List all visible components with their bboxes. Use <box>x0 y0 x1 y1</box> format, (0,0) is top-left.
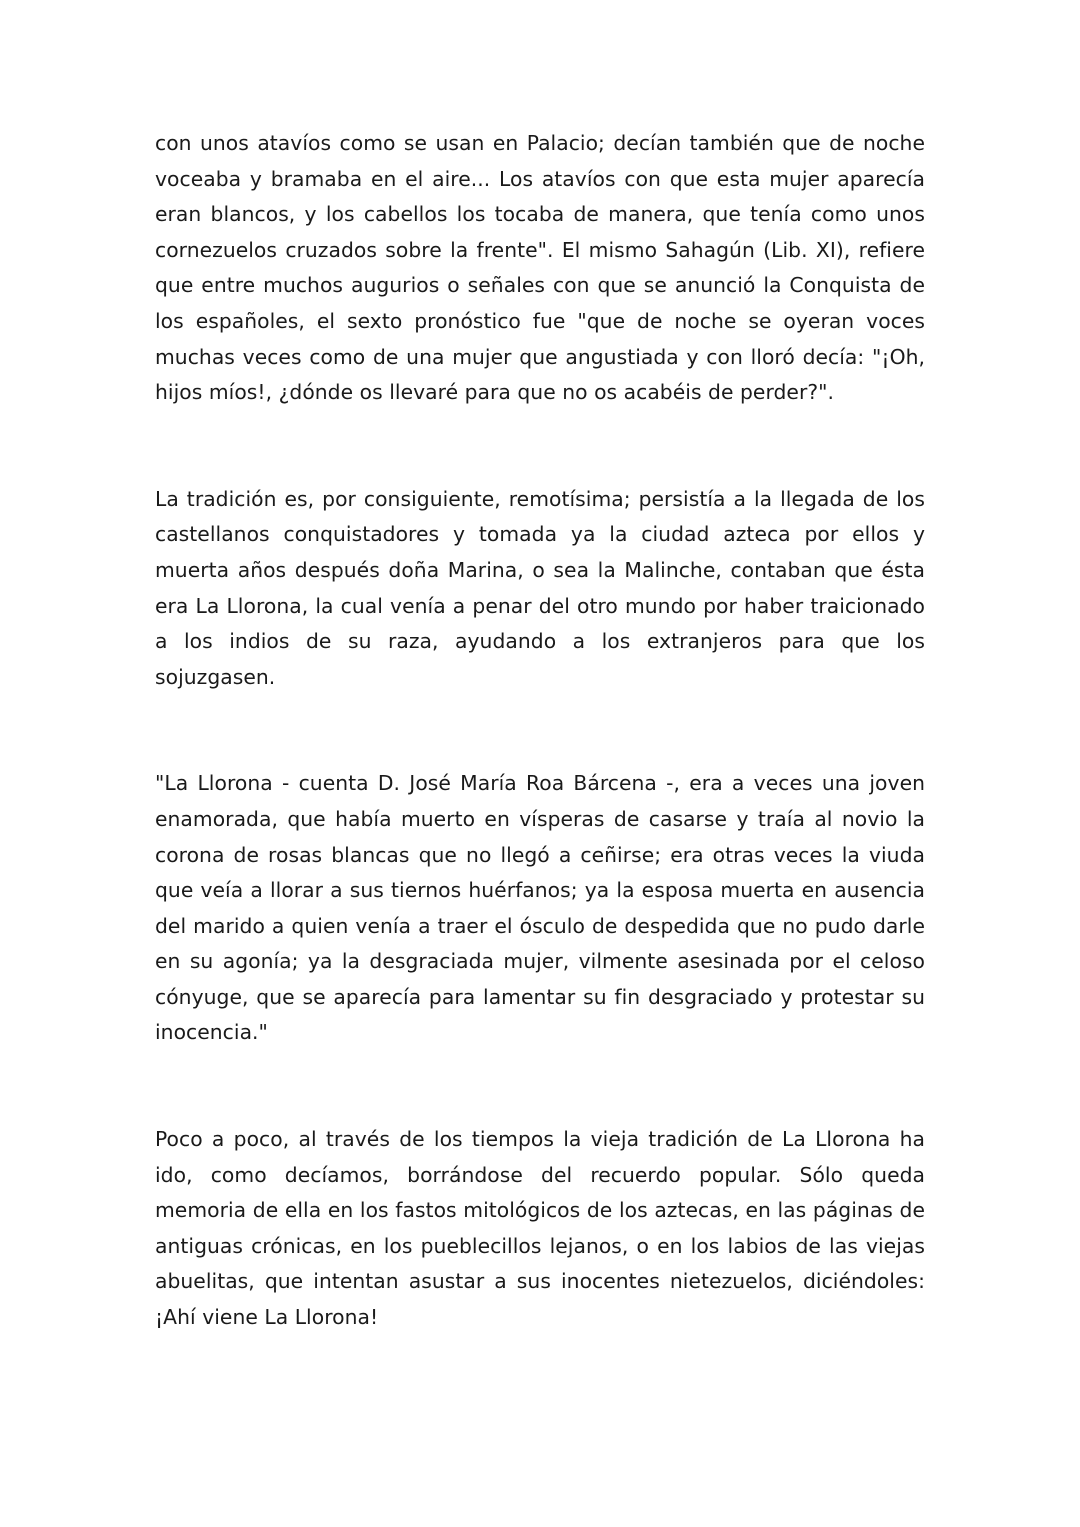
paragraph-spacer <box>155 411 925 482</box>
paragraph-3: "La Llorona - cuenta D. José María Roa Bárcena -, era a veces una joven enamorada, que había muerto en vísperas de casarse y traía al novio la corona de rosas blancas que no llegó a ceñirse; era otras veces la viuda que veía a llorar a sus tiernos huérfanos; ya la esposa muerta en ausencia del marido a quien venía a traer el ósculo de despedida que no pudo darle en su agonía; ya la desgraciada mujer, vilmente asesinada por el celoso cónyuge, que se aparecía para lamentar su fin desgraciado y protestar su inocencia." <box>155 771 925 1045</box>
paragraph-1: con unos atavíos como se usan en Palacio; decían también que de noche voceaba y bramaba en el aire... Los atavíos con que esta mujer aparecía eran blancos, y los cabellos los tocaba de manera, que tenía como unos cornezuelos cruzados sobre la frente". El mismo Sahagún (Lib. XI), refiere que entre muchos augurios o señales con que se anunció la Conquista de los españoles, el sexto pronóstico fue "que de noche se oyeran voces muchas veces como de una mujer que angustiada y con lloró decía: "¡Oh, hijos míos!, ¿dónde os llevaré para que no os acabéis de perder?". <box>155 131 925 405</box>
paragraph-4: Poco a poco, al través de los tiempos la vieja tradición de La Llorona ha ido, como decíamos, borrándose del recuerdo popular. Sólo queda memoria de ella en los fastos mitológicos de los aztecas, en las páginas de antiguas crónicas, en los pueblecillos lejanos, o en los labios de las viejas abuelitas, que intentan asustar a sus inocentes nietezuelos, diciéndoles: ¡Ahí viene La Llorona! <box>155 1127 925 1330</box>
document-body <box>155 126 925 1336</box>
paragraph-spacer <box>155 695 925 766</box>
paragraph-2: La tradición es, por consiguiente, remotísima; persistía a la llegada de los castellanos conquistadores y tomada ya la ciudad azteca por ellos y muerta años después doña Marina, o sea la Malinche, contaban que ésta era La Llorona, la cual venía a penar del otro mundo por haber traicionado a los indios de su raza, ayudando a los extranjeros para que los sojuzgasen. <box>155 486 925 689</box>
paragraph-spacer <box>155 1051 925 1122</box>
